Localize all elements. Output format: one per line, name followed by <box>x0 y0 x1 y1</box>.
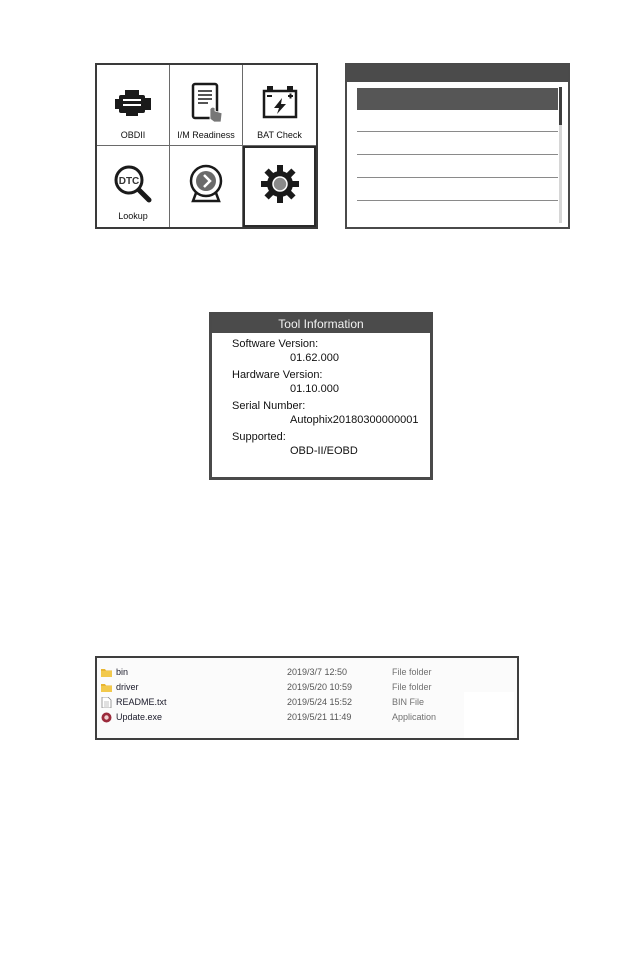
software-version-label: Software Version: <box>232 338 319 350</box>
battery-icon <box>258 81 302 125</box>
file-type: Application <box>392 712 437 722</box>
file-name: Update.exe <box>116 712 163 722</box>
engine-icon <box>111 81 155 125</box>
menu-label: BAT Check <box>257 130 302 140</box>
file-row[interactable] <box>97 666 517 681</box>
tablet-tap-icon <box>184 81 228 125</box>
supported-value: OBD-II/EOBD <box>290 445 358 457</box>
app-icon <box>101 712 112 723</box>
file-row[interactable] <box>97 681 517 696</box>
menu-item-settings[interactable] <box>243 146 316 227</box>
menu-label: OBDII <box>120 130 146 140</box>
tool-information-screen <box>209 312 433 480</box>
blank-area <box>464 692 514 738</box>
file-date: 2019/5/20 10:59 <box>287 682 353 692</box>
list-item[interactable] <box>357 133 558 155</box>
folder-icon <box>101 682 112 693</box>
menu-item-playback[interactable] <box>170 146 243 227</box>
menu-label: Lookup <box>118 211 148 221</box>
list-item[interactable] <box>357 88 558 110</box>
file-name: README.txt <box>116 697 167 707</box>
serial-number-label: Serial Number: <box>232 400 306 412</box>
file-explorer-list <box>95 656 519 740</box>
file-name: driver <box>116 682 139 692</box>
list-item[interactable] <box>357 179 558 201</box>
hardware-version-value: 01.10.000 <box>290 383 339 395</box>
file-type: BIN File <box>392 697 425 707</box>
list-title-bar <box>347 65 568 82</box>
software-version-value: 01.62.000 <box>290 352 339 364</box>
text-file-icon <box>101 697 112 708</box>
file-date: 2019/5/24 15:52 <box>287 697 353 707</box>
menu-label: I/M Readiness <box>177 130 235 140</box>
menu-item-obdii[interactable] <box>97 65 170 146</box>
menu-item-im-readiness[interactable] <box>170 65 243 146</box>
folder-icon <box>101 667 112 678</box>
playback-icon <box>184 162 228 206</box>
svg-text:DTC: DTC <box>118 176 140 187</box>
menu-item-lookup[interactable] <box>97 146 170 227</box>
list-item[interactable] <box>357 110 558 132</box>
scrollbar-thumb[interactable] <box>559 87 562 125</box>
file-type: File folder <box>392 667 432 677</box>
file-row[interactable] <box>97 696 517 711</box>
dtc-magnifier-icon <box>111 162 155 206</box>
supported-label: Supported: <box>232 431 286 443</box>
file-date: 2019/5/21 11:49 <box>287 712 352 722</box>
list-item[interactable] <box>357 156 558 178</box>
scrollbar[interactable] <box>559 87 562 223</box>
file-row[interactable] <box>97 711 517 726</box>
file-date: 2019/3/7 12:50 <box>287 667 348 677</box>
file-type: File folder <box>392 682 432 692</box>
menu-item-bat-check[interactable] <box>243 65 316 146</box>
main-menu-grid <box>95 63 318 229</box>
serial-number-value: Autophix20180300000001 <box>290 414 419 426</box>
screen-title: Tool Information <box>212 315 430 333</box>
file-name: bin <box>116 667 129 677</box>
gear-icon <box>258 162 302 206</box>
hardware-version-label: Hardware Version: <box>232 369 323 381</box>
list-screen <box>345 63 570 229</box>
